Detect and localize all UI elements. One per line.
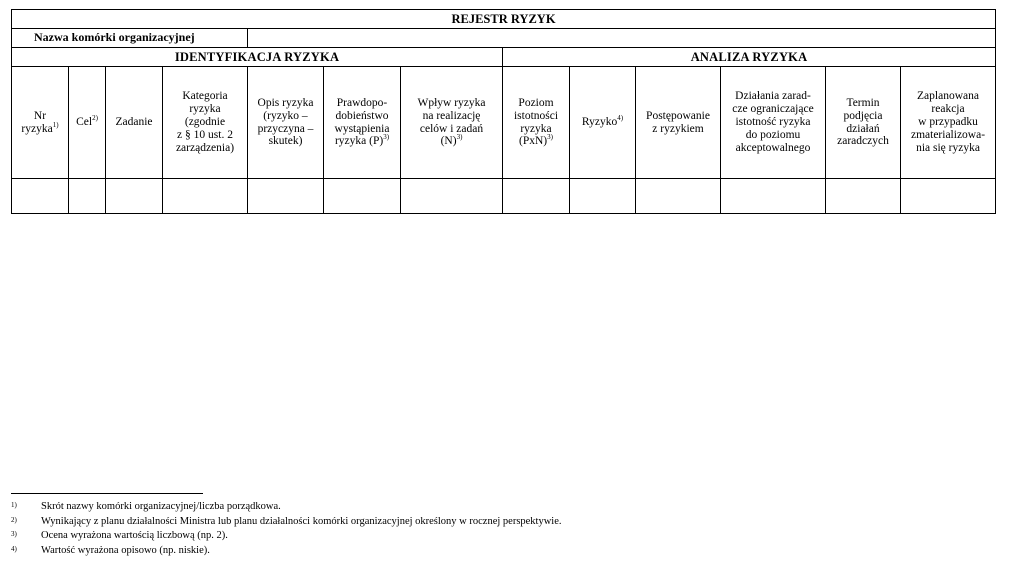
- col-header-probability: Prawdopo- dobieństwo wystąpienia ryzyka $(P)^{3)}$: [324, 67, 401, 179]
- cell-risk[interactable]: [570, 179, 636, 214]
- footnote-mark: 1): [11, 501, 17, 509]
- col-header-action-deadline: Termin podjęcia działań zaradczych: [826, 67, 901, 179]
- footnote-divider: [11, 493, 203, 494]
- footnote-item: [11, 515, 562, 530]
- col-header-planned-reaction: Zaplanowana reakcja w przypadku zmaterializowa- nia się ryzyka: [901, 67, 996, 179]
- cell-action-deadline[interactable]: [826, 179, 901, 214]
- cell-risk-handling[interactable]: [636, 179, 721, 214]
- col-header-impact: Wpływ ryzyka na realizację celów i zadań $(N)^{3)}$: [401, 67, 503, 179]
- footnote-text: Skrót nazwy komórki organizacyjnej/liczba porządkowa.: [41, 501, 281, 512]
- footnote-item: [11, 529, 562, 544]
- footnotes-list: [11, 500, 562, 558]
- col-header-risk-handling: Postępowanie z ryzykiem: [636, 67, 721, 179]
- col-header-risk-description: Opis ryzyka (ryzyko – przyczyna – skutek): [248, 67, 324, 179]
- cell-impact[interactable]: [401, 179, 503, 214]
- analysis-section-header: ANALIZA RYZYKA: [503, 48, 996, 67]
- col-header-significance-level: Poziom istotności ryzyka (PxN)$^{3)}$: [503, 67, 570, 179]
- register-title: REJESTR RYZYK: [12, 10, 996, 29]
- col-header-risk: Ryzyko$^{4)}$: [570, 67, 636, 179]
- cell-risk-number[interactable]: [12, 179, 69, 214]
- table-row: [12, 179, 996, 214]
- footnote-item: [11, 544, 562, 559]
- identification-section-header: IDENTYFIKACJA RYZYKA: [12, 48, 503, 67]
- cell-remedial-actions[interactable]: [721, 179, 826, 214]
- col-header-risk-number: Nr ryzyka$^{1)}$: [12, 67, 69, 179]
- col-header-risk-category: Kategoria ryzyka (zgodnie z § 10 ust. 2 zarządzenia): [163, 67, 248, 179]
- col-header-goal: Cel$^{2)}$: [69, 67, 106, 179]
- cell-risk-category[interactable]: [163, 179, 248, 214]
- footnote-text: Wartość wyrażona opisowo (np. niskie).: [41, 544, 210, 556]
- footnote-text: Ocena wyrażona wartością liczbową (np. 2).: [41, 530, 228, 541]
- cell-planned-reaction[interactable]: [901, 179, 996, 214]
- footnote-mark: 4): [11, 544, 17, 553]
- risk-register-table: [11, 9, 996, 214]
- cell-task[interactable]: [106, 179, 163, 214]
- footnote-mark: 2): [11, 515, 17, 524]
- footnote-text: Wynikający z planu działalności Ministra lub planu działalności komórki organizacyjnej określony w rocznej perspektywie.: [41, 515, 562, 527]
- cell-goal[interactable]: [69, 179, 106, 214]
- col-header-remedial-actions: Działania zarad- cze ograniczające istotność ryzyka do poziomu akceptowalnego: [721, 67, 826, 179]
- column-header-row: [12, 67, 996, 179]
- unit-name-field[interactable]: [248, 29, 996, 48]
- footnote-mark: 3): [11, 530, 17, 538]
- unit-name-label: Nazwa komórki organizacyjnej: [12, 29, 248, 48]
- cell-risk-description[interactable]: [248, 179, 324, 214]
- col-header-task: Zadanie: [106, 67, 163, 179]
- cell-probability[interactable]: [324, 179, 401, 214]
- footnote-item: [11, 500, 562, 515]
- cell-significance-level[interactable]: [503, 179, 570, 214]
